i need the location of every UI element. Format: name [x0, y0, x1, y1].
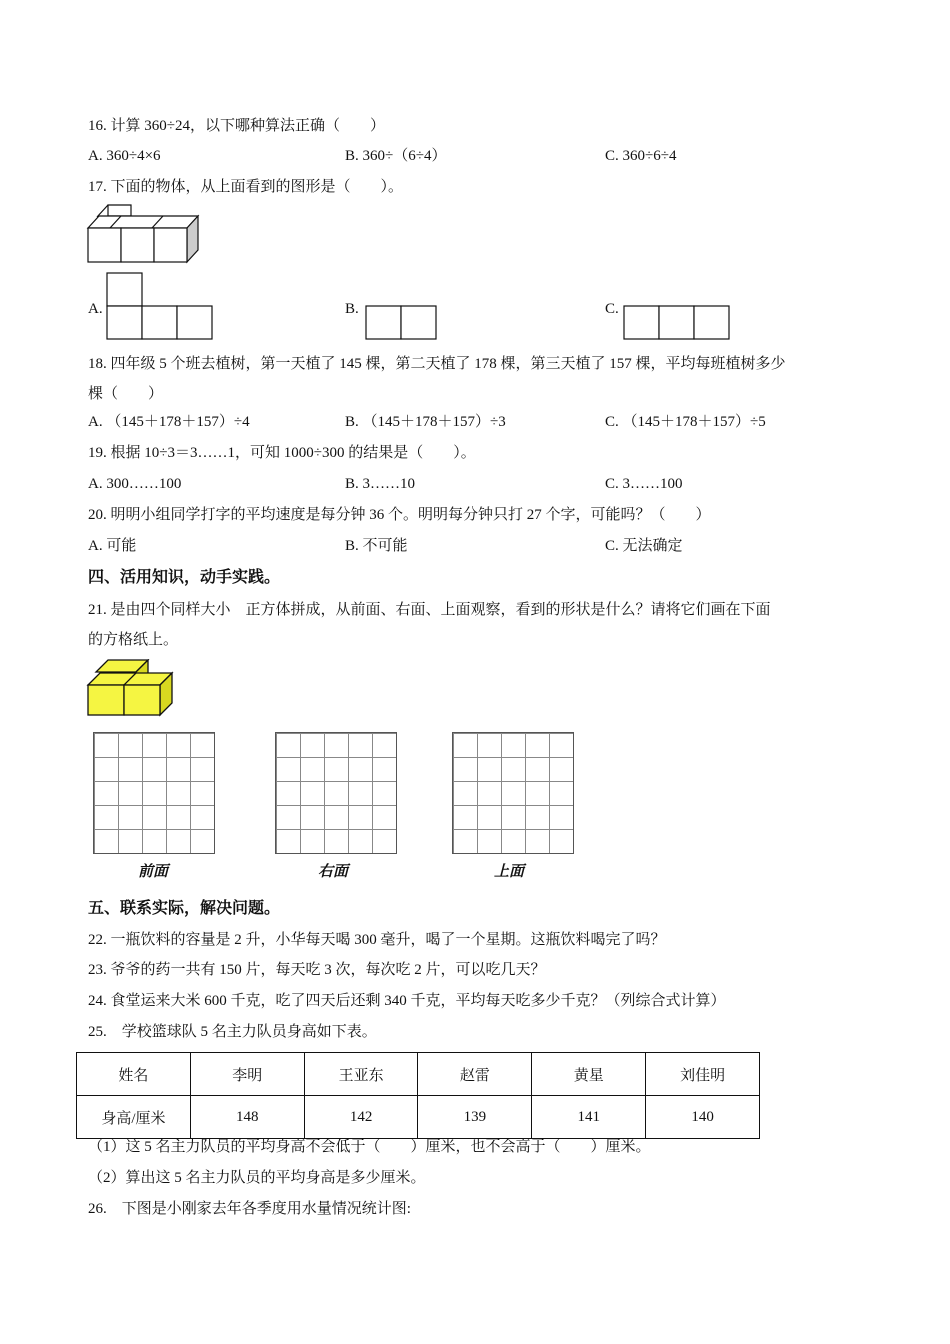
q18-option-a: A. （145＋178＋157）÷4: [88, 414, 250, 430]
table-cell: 142: [304, 1096, 418, 1139]
q20-option-c: C. 无法确定: [605, 538, 683, 554]
table-row: [77, 1096, 760, 1139]
table-cell: 赵雷: [418, 1053, 532, 1096]
height-table: [76, 1052, 760, 1139]
question-19: 19. 根据 10÷3＝3……1，可知 1000÷300 的结果是（ ）。: [88, 445, 476, 461]
table-row: [77, 1053, 760, 1096]
q17-option-b: B.: [345, 301, 359, 317]
table-cell: 139: [418, 1096, 532, 1139]
table-cell: 刘佳明: [646, 1053, 760, 1096]
top-view-grid[interactable]: [452, 732, 574, 854]
table-cell: 141: [532, 1096, 646, 1139]
section-5-heading: 五、联系实际，解决问题。: [88, 898, 281, 917]
question-25: 25. 学校篮球队 5 名主力队员身高如下表。: [88, 1024, 377, 1040]
question-18-line2: 棵（ ）: [88, 386, 164, 402]
q19-option-b: B. 3……10: [345, 476, 416, 492]
table-cell: 姓名: [77, 1053, 191, 1096]
section-4-heading: 四、活用知识，动手实践。: [88, 567, 281, 586]
question-21-line1: 21. 是由四个同样大小 正方体拼成，从前面、右面、上面观察，看到的形状是什么？请将它们画在下面: [88, 602, 771, 618]
q17-option-a: A.: [88, 301, 103, 317]
front-view-label: 前面: [138, 864, 169, 880]
q20-option-a: A. 可能: [88, 538, 137, 554]
q16-option-b: B. 360÷（6÷4）: [345, 148, 447, 164]
q20-option-b: B. 不可能: [345, 538, 408, 554]
question-18-line1: 18. 四年级 5 个班去植树，第一天植了 145 棵，第二天植了 178 棵，第三天植了 157 棵，平均每班植树多少: [88, 356, 786, 372]
q16-option-a: A. 360÷4×6: [88, 148, 161, 164]
question-21-line2: 的方格纸上。: [88, 632, 179, 648]
table-cell: 身高/厘米: [77, 1096, 191, 1139]
table-cell: 李明: [190, 1053, 304, 1096]
option-a-shape: [106, 272, 214, 340]
option-c-shape: [623, 305, 731, 340]
q17-option-c: C.: [605, 301, 619, 317]
table-cell: 黄星: [532, 1053, 646, 1096]
question-20: 20. 明明小组同学打字的平均速度是每分钟 36 个。明明每分钟只打 27 个字，可能吗？（ ）: [88, 507, 711, 523]
front-view-grid[interactable]: [93, 732, 215, 854]
cube-stack-figure: [86, 204, 200, 266]
q16-option-c: C. 360÷6÷4: [605, 148, 677, 164]
yellow-cubes-figure: [86, 659, 176, 719]
table-cell: 148: [190, 1096, 304, 1139]
table-cell: 140: [646, 1096, 760, 1139]
q18-option-c: C. （145＋178＋157）÷5: [605, 414, 766, 430]
q25-part-2: （2）算出这 5 名主力队员的平均身高是多少厘米。: [88, 1170, 426, 1186]
right-view-label: 右面: [318, 864, 349, 880]
table-cell: 王亚东: [304, 1053, 418, 1096]
question-16: 16. 计算 360÷24，以下哪种算法正确（ ）: [88, 118, 385, 134]
q19-option-a: A. 300……100: [88, 476, 182, 492]
top-view-label: 上面: [494, 864, 525, 880]
q19-option-c: C. 3……100: [605, 476, 683, 492]
question-26: 26. 下图是小刚家去年各季度用水量情况统计图:: [88, 1201, 411, 1217]
question-22: 22. 一瓶饮料的容量是 2 升，小华每天喝 300 毫升，喝了一个星期。这瓶饮料喝完了吗？: [88, 932, 666, 948]
question-17: 17. 下面的物体，从上面看到的图形是（ ）。: [88, 179, 404, 195]
q18-option-b: B. （145＋178＋157）÷3: [345, 414, 506, 430]
question-23: 23. 爷爷的药一共有 150 片，每天吃 3 次，每次吃 2 片，可以吃几天？: [88, 962, 546, 978]
q25-part-1: （1）这 5 名主力队员的平均身高不会低于（ ）厘米，也不会高于（ ）厘米。: [88, 1139, 651, 1155]
option-b-shape: [365, 305, 438, 340]
question-24: 24. 食堂运来大米 600 千克，吃了四天后还剩 340 千克，平均每天吃多少千克？（列综合式计算）: [88, 993, 726, 1009]
right-view-grid[interactable]: [275, 732, 397, 854]
